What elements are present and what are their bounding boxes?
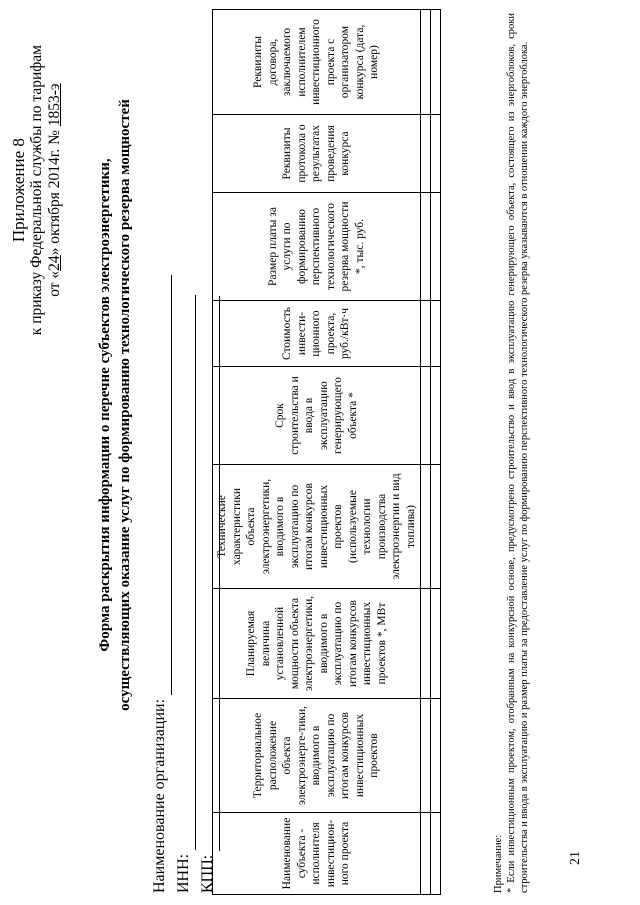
header-cell: Срок строительства и ввода в эксплуатацию генерирующего объекта * bbox=[213, 367, 421, 465]
appendix-header bbox=[10, 45, 64, 335]
header-cell: Планируемая величина установленной мощности объекта электроэнергетики, вводимого в эксплуатацию по итогам конкурсов инвестиционных проектов *, МВт bbox=[213, 589, 421, 699]
footnote-text: * Если инвестиционным проектом, отобранным на конкурсной основе, предусмотрено строительство и ввод в эксплуатацию генерирующего объекта, состоящего из энергоблоков, сроки строительства и ввода в эксплуатацию и размер платы за предоставление услуг по формированию перспективного технологического резерва указываются в отношении каждого энергоблока. bbox=[506, 13, 530, 893]
kpp-field: КПП: bbox=[196, 275, 220, 893]
footnote-label: Примечание: bbox=[493, 834, 504, 893]
appendix-day: 24 bbox=[46, 255, 63, 271]
header-cell: Наименование субъекта - исполнителя инвестицион-ного проекта bbox=[213, 813, 421, 895]
header-cell: Стоимость инвести-ционного проекта, руб./кВт·ч bbox=[213, 301, 421, 367]
form-title: Форма раскрытия информации о перечне субъектов электроэнергетики, осуществляющих оказание услуг по формированию технологического резерва мощностей bbox=[97, 99, 133, 711]
table-header-row bbox=[213, 10, 421, 895]
header-cell: Территориальное расположение объекта электроэнерге-тики, вводимого в эксплуатацию по итогам конкурсов инвестиционных проектов bbox=[213, 699, 421, 813]
table-row bbox=[431, 10, 441, 895]
disclosure-table bbox=[212, 9, 441, 895]
page-number: 21 bbox=[568, 851, 583, 865]
appendix-title: Приложение 8 bbox=[9, 138, 28, 243]
header-cell: Реквизиты договора, заключаемого исполнителем инвестиционного проекта с организатором конкурса (дата, номер) bbox=[213, 10, 421, 115]
header-cell: Размер платы за услуги по формированию перспективного технологического резерва мощности *, тыс. руб. bbox=[213, 193, 421, 301]
appendix-order-line: к приказу Федеральной службы по тарифам bbox=[28, 45, 45, 336]
appendix-date-line: от «24» октября 2014г. № 1853-э bbox=[46, 83, 63, 297]
header-cell: Реквизиты протокола о результатах проведения конкурса bbox=[213, 115, 421, 193]
org-name-field: Наименование организации: bbox=[148, 275, 172, 893]
inn-field: ИНН: bbox=[172, 275, 196, 893]
footnote bbox=[492, 13, 531, 893]
organization-fields bbox=[148, 275, 220, 893]
header-cell: Технические характеристики объекта электроэнергетики, вводимого в эксплуатацию по итогам конкурсов инвестиционных проектов (используемые технологии производства электроэнергии и вид топлива) bbox=[213, 465, 421, 589]
appendix-number: 1853-э bbox=[46, 83, 63, 127]
table-row bbox=[421, 10, 431, 895]
